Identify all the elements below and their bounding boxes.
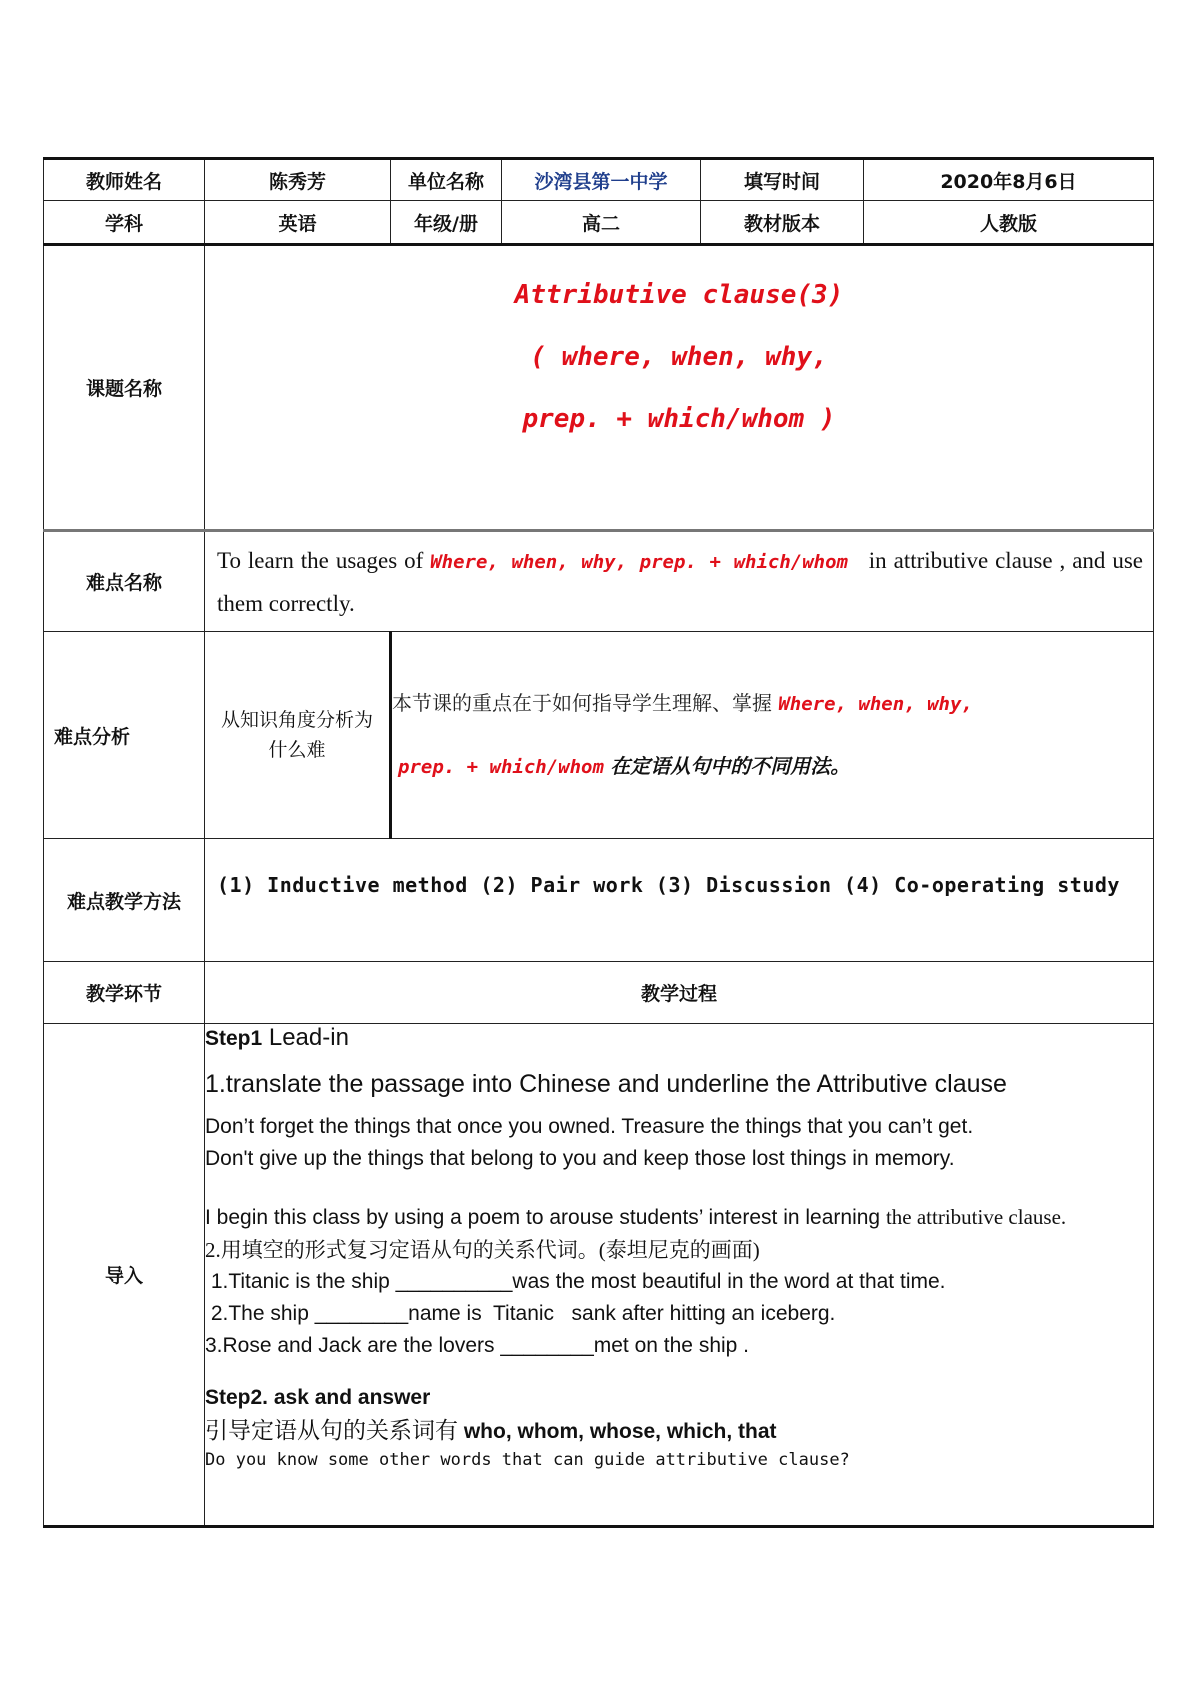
process-header-row xyxy=(44,962,1154,1024)
analysis-line-2 xyxy=(392,735,1153,798)
step2-cn: 引导定语从句的关系词有 xyxy=(205,1417,458,1443)
teacher-note-serif: the attributive clause. xyxy=(885,1205,1067,1229)
intro-row xyxy=(44,1024,1154,1527)
grade-label: 年级/册 xyxy=(391,201,502,245)
teacher-value: 陈秀芳 xyxy=(205,159,391,201)
unit-label: 单位名称 xyxy=(391,159,502,201)
question-3: 3.Rose and Jack are the lovers ________met on the ship . xyxy=(205,1334,750,1357)
method-cell xyxy=(205,839,1154,962)
stage-header-label: 教学环节 xyxy=(44,962,205,1024)
difficulty-row xyxy=(44,531,1154,632)
difficulty-prefix: To learn the usages of xyxy=(217,548,424,573)
lesson-plan-sheet xyxy=(43,157,1153,1528)
intro-stage-label: 导入 xyxy=(44,1024,205,1527)
topic-row xyxy=(44,245,1154,531)
difficulty-cell xyxy=(205,531,1154,632)
step1-bold: Step1 xyxy=(205,1027,263,1050)
step1-rest: Lead-in xyxy=(262,1024,349,1051)
analysis-label: 难点分析 xyxy=(44,632,205,839)
step1-heading xyxy=(205,1024,1153,1052)
task1-text: 1.translate the passage into Chinese and underline the Attributive clause xyxy=(205,1070,1007,1098)
unit-value: 沙湾县第一中学 xyxy=(502,159,701,201)
process-header-label: 教学过程 xyxy=(205,962,1154,1024)
difficulty-label: 难点名称 xyxy=(44,531,205,632)
analysis-line-1 xyxy=(392,672,1153,735)
edition-value: 人教版 xyxy=(864,201,1154,245)
step2-heading: Step2. ask and answer xyxy=(205,1386,431,1409)
step2-words: who, whom, whose, which, that xyxy=(458,1420,777,1443)
method-label: 难点教学方法 xyxy=(44,839,205,962)
topic-line-3: prep. + which/whom ) xyxy=(522,404,836,434)
topic-title xyxy=(205,246,1153,450)
passage-line-2: Don't give up the things that belong to you and keep those lost things in memory. xyxy=(205,1147,955,1170)
teacher-note-sans: I begin this class by using a poem to arouse students’ interest in learning xyxy=(205,1206,886,1229)
analysis-row xyxy=(44,632,1154,839)
topic-label: 课题名称 xyxy=(44,245,205,531)
subject-label: 学科 xyxy=(44,201,205,245)
analysis-tail: 在定语从句中的不同用法。 xyxy=(610,754,851,778)
topic-line-2: ( where, when, why, xyxy=(530,342,828,372)
analysis-text-cell xyxy=(391,632,1154,839)
teacher-label: 教师姓名 xyxy=(44,159,205,201)
step2-line xyxy=(205,1414,1153,1448)
date-label: 填写时间 xyxy=(701,159,864,201)
question-2: 2.The ship ________name is Titanic sank after hitting an iceberg. xyxy=(205,1302,836,1325)
date-value: 2020年8月6日 xyxy=(864,159,1154,201)
analysis-sublabel-cell xyxy=(205,632,391,839)
lesson-plan-table xyxy=(43,157,1154,1528)
task2-text: 2.用填空的形式复习定语从句的关系代词。(泰坦尼克的画面) xyxy=(205,1238,760,1262)
teacher-note xyxy=(205,1201,1153,1234)
intro-process-cell xyxy=(205,1024,1154,1527)
difficulty-keywords: Where, when, why, prep. + which/whom xyxy=(430,551,848,573)
subject-value: 英语 xyxy=(205,201,391,245)
difficulty-text xyxy=(205,532,1153,631)
analysis-keywords-2: prep. + which/whom xyxy=(398,756,604,778)
edition-label: 教材版本 xyxy=(701,201,864,245)
topic-line-1: Attributive clause(3) xyxy=(514,280,844,310)
analysis-keywords-1: Where, when, why, xyxy=(778,693,973,715)
analysis-sublabel: 从知识角度分析为什么难 xyxy=(220,709,373,761)
difficulty-suffix: in attributive clause , and use them correctly. xyxy=(217,548,1143,616)
method-text: (1) Inductive method (2) Pair work (3) Discussion (4) Co-operating study xyxy=(217,873,1120,897)
analysis-text-cn: 本节课的重点在于如何指导学生理解、掌握 xyxy=(392,693,772,715)
question-1: 1.Titanic is the ship __________was the most beautiful in the word at that time. xyxy=(205,1270,946,1293)
passage-line-1: Don’t forget the things that once you owned. Treasure the things that you can’t get. xyxy=(205,1115,974,1138)
method-row xyxy=(44,839,1154,962)
guide-question: Do you know some other words that can guide attributive clause? xyxy=(205,1450,850,1470)
topic-cell xyxy=(205,245,1154,531)
header-row-1 xyxy=(44,159,1154,201)
grade-value: 高二 xyxy=(502,201,701,245)
header-row-2 xyxy=(44,201,1154,245)
